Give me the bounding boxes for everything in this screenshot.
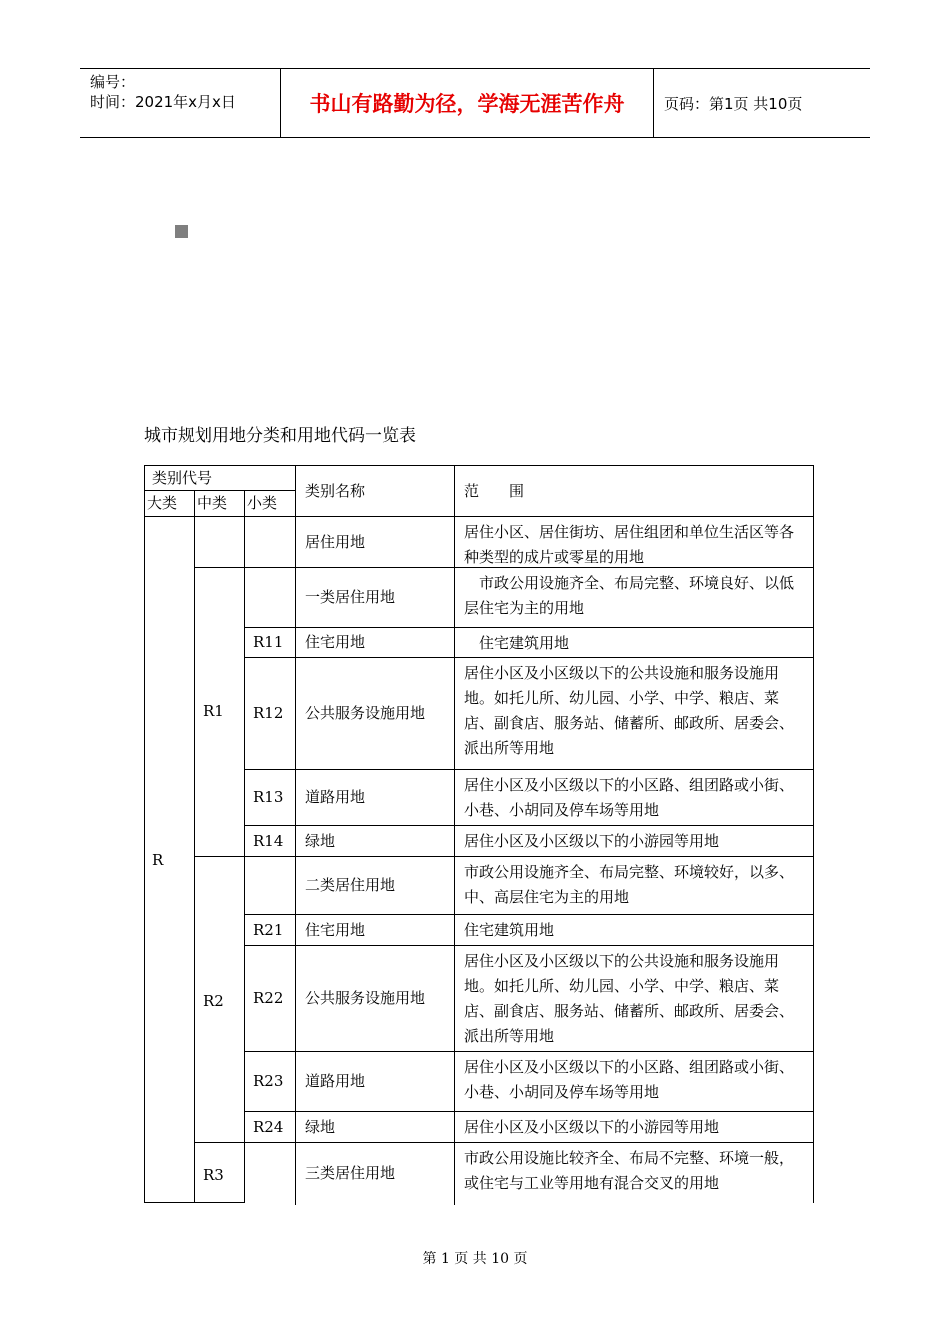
medium-code-r1: R1 xyxy=(203,702,224,720)
header-motto: 书山有路勤为径，学海无涯苦作舟 xyxy=(281,69,654,137)
row-name: 二类居住用地 xyxy=(305,876,396,894)
row-code: R23 xyxy=(253,1072,284,1090)
row-scope: 居住小区、居住街坊、居住组团和单位生活区等各种类型的成片或零星的用地 xyxy=(464,523,795,566)
row-code: R12 xyxy=(253,704,284,722)
header-scope: 范 围 xyxy=(464,482,525,500)
row-scope: 居住小区及小区级以下的小区路、组团路或小街、小巷、小胡同及停车场等用地 xyxy=(464,776,795,819)
row-name: 居住用地 xyxy=(305,532,366,551)
row-code: R21 xyxy=(253,920,284,939)
time-label: 时间：2021年x月x日 xyxy=(90,93,236,111)
number-label: 编号： xyxy=(90,73,136,91)
header-info-cell xyxy=(80,69,281,137)
row-scope: 居住小区及小区级以下的小区路、组团路或小街、小巷、小胡同及停车场等用地 xyxy=(464,1058,795,1101)
row-name: 公共服务设施用地 xyxy=(305,989,426,1007)
row-name: 绿地 xyxy=(305,1117,336,1136)
header-minor: 小类 xyxy=(247,494,278,512)
row-scope: 市政公用设施齐全、布局完整、环境良好、以低层住宅为主的用地 xyxy=(464,574,795,617)
medium-code-r2: R2 xyxy=(203,992,224,1010)
medium-code-r3: R3 xyxy=(203,1166,224,1184)
row-name: 道路用地 xyxy=(305,788,366,806)
row-name: 住宅用地 xyxy=(305,633,366,651)
page-footer: 第 1 页 共 10 页 xyxy=(422,1251,528,1267)
row-name: 三类居住用地 xyxy=(305,1163,396,1182)
row-code: R24 xyxy=(253,1117,284,1136)
row-scope: 住宅建筑用地 xyxy=(464,921,555,939)
row-scope: 居住小区及小区级以下的小游园等用地 xyxy=(464,1118,720,1136)
header-code-group: 类别代号 xyxy=(152,469,213,487)
row-code: R22 xyxy=(253,989,284,1007)
header-name: 类别名称 xyxy=(305,482,366,500)
row-name: 绿地 xyxy=(305,831,336,850)
document-title: 城市规划用地分类和用地代码一览表 xyxy=(144,426,416,446)
header-medium: 中类 xyxy=(197,494,228,512)
row-scope: 居住小区及小区级以下的公共设施和服务设施用地。如托儿所、幼儿园、小学、中学、粮店、菜店、副食店、服务站、储蓄所、邮政所、居委会、派出所等用地 xyxy=(464,664,795,757)
row-code: R13 xyxy=(253,788,284,806)
row-scope: 市政公用设施比较齐全、布局不完整、环境一般，或住宅与工业等用地有混合交叉的用地 xyxy=(464,1149,795,1192)
header-page-info: 页码：第1页 共10页 xyxy=(664,94,803,113)
row-name: 一类居住用地 xyxy=(305,588,396,606)
header-major: 大类 xyxy=(147,494,178,512)
square-bullet-icon xyxy=(175,225,188,238)
row-name: 道路用地 xyxy=(305,1072,366,1090)
row-scope: 市政公用设施齐全、布局完整、环境较好，以多、中、高层住宅为主的用地 xyxy=(464,863,795,906)
row-name: 住宅用地 xyxy=(305,920,366,939)
row-scope: 住宅建筑用地 xyxy=(464,634,570,652)
page-header xyxy=(80,68,870,138)
row-code: R14 xyxy=(253,831,284,850)
land-use-table xyxy=(144,465,814,1203)
major-code: R xyxy=(152,851,164,869)
row-name: 公共服务设施用地 xyxy=(305,704,426,722)
row-code: R11 xyxy=(253,633,284,651)
row-scope: 居住小区及小区级以下的小游园等用地 xyxy=(464,832,720,850)
row-scope: 居住小区及小区级以下的公共设施和服务设施用地。如托儿所、幼儿园、小学、中学、粮店、菜店、副食店、服务站、储蓄所、邮政所、居委会、派出所等用地 xyxy=(464,952,795,1045)
